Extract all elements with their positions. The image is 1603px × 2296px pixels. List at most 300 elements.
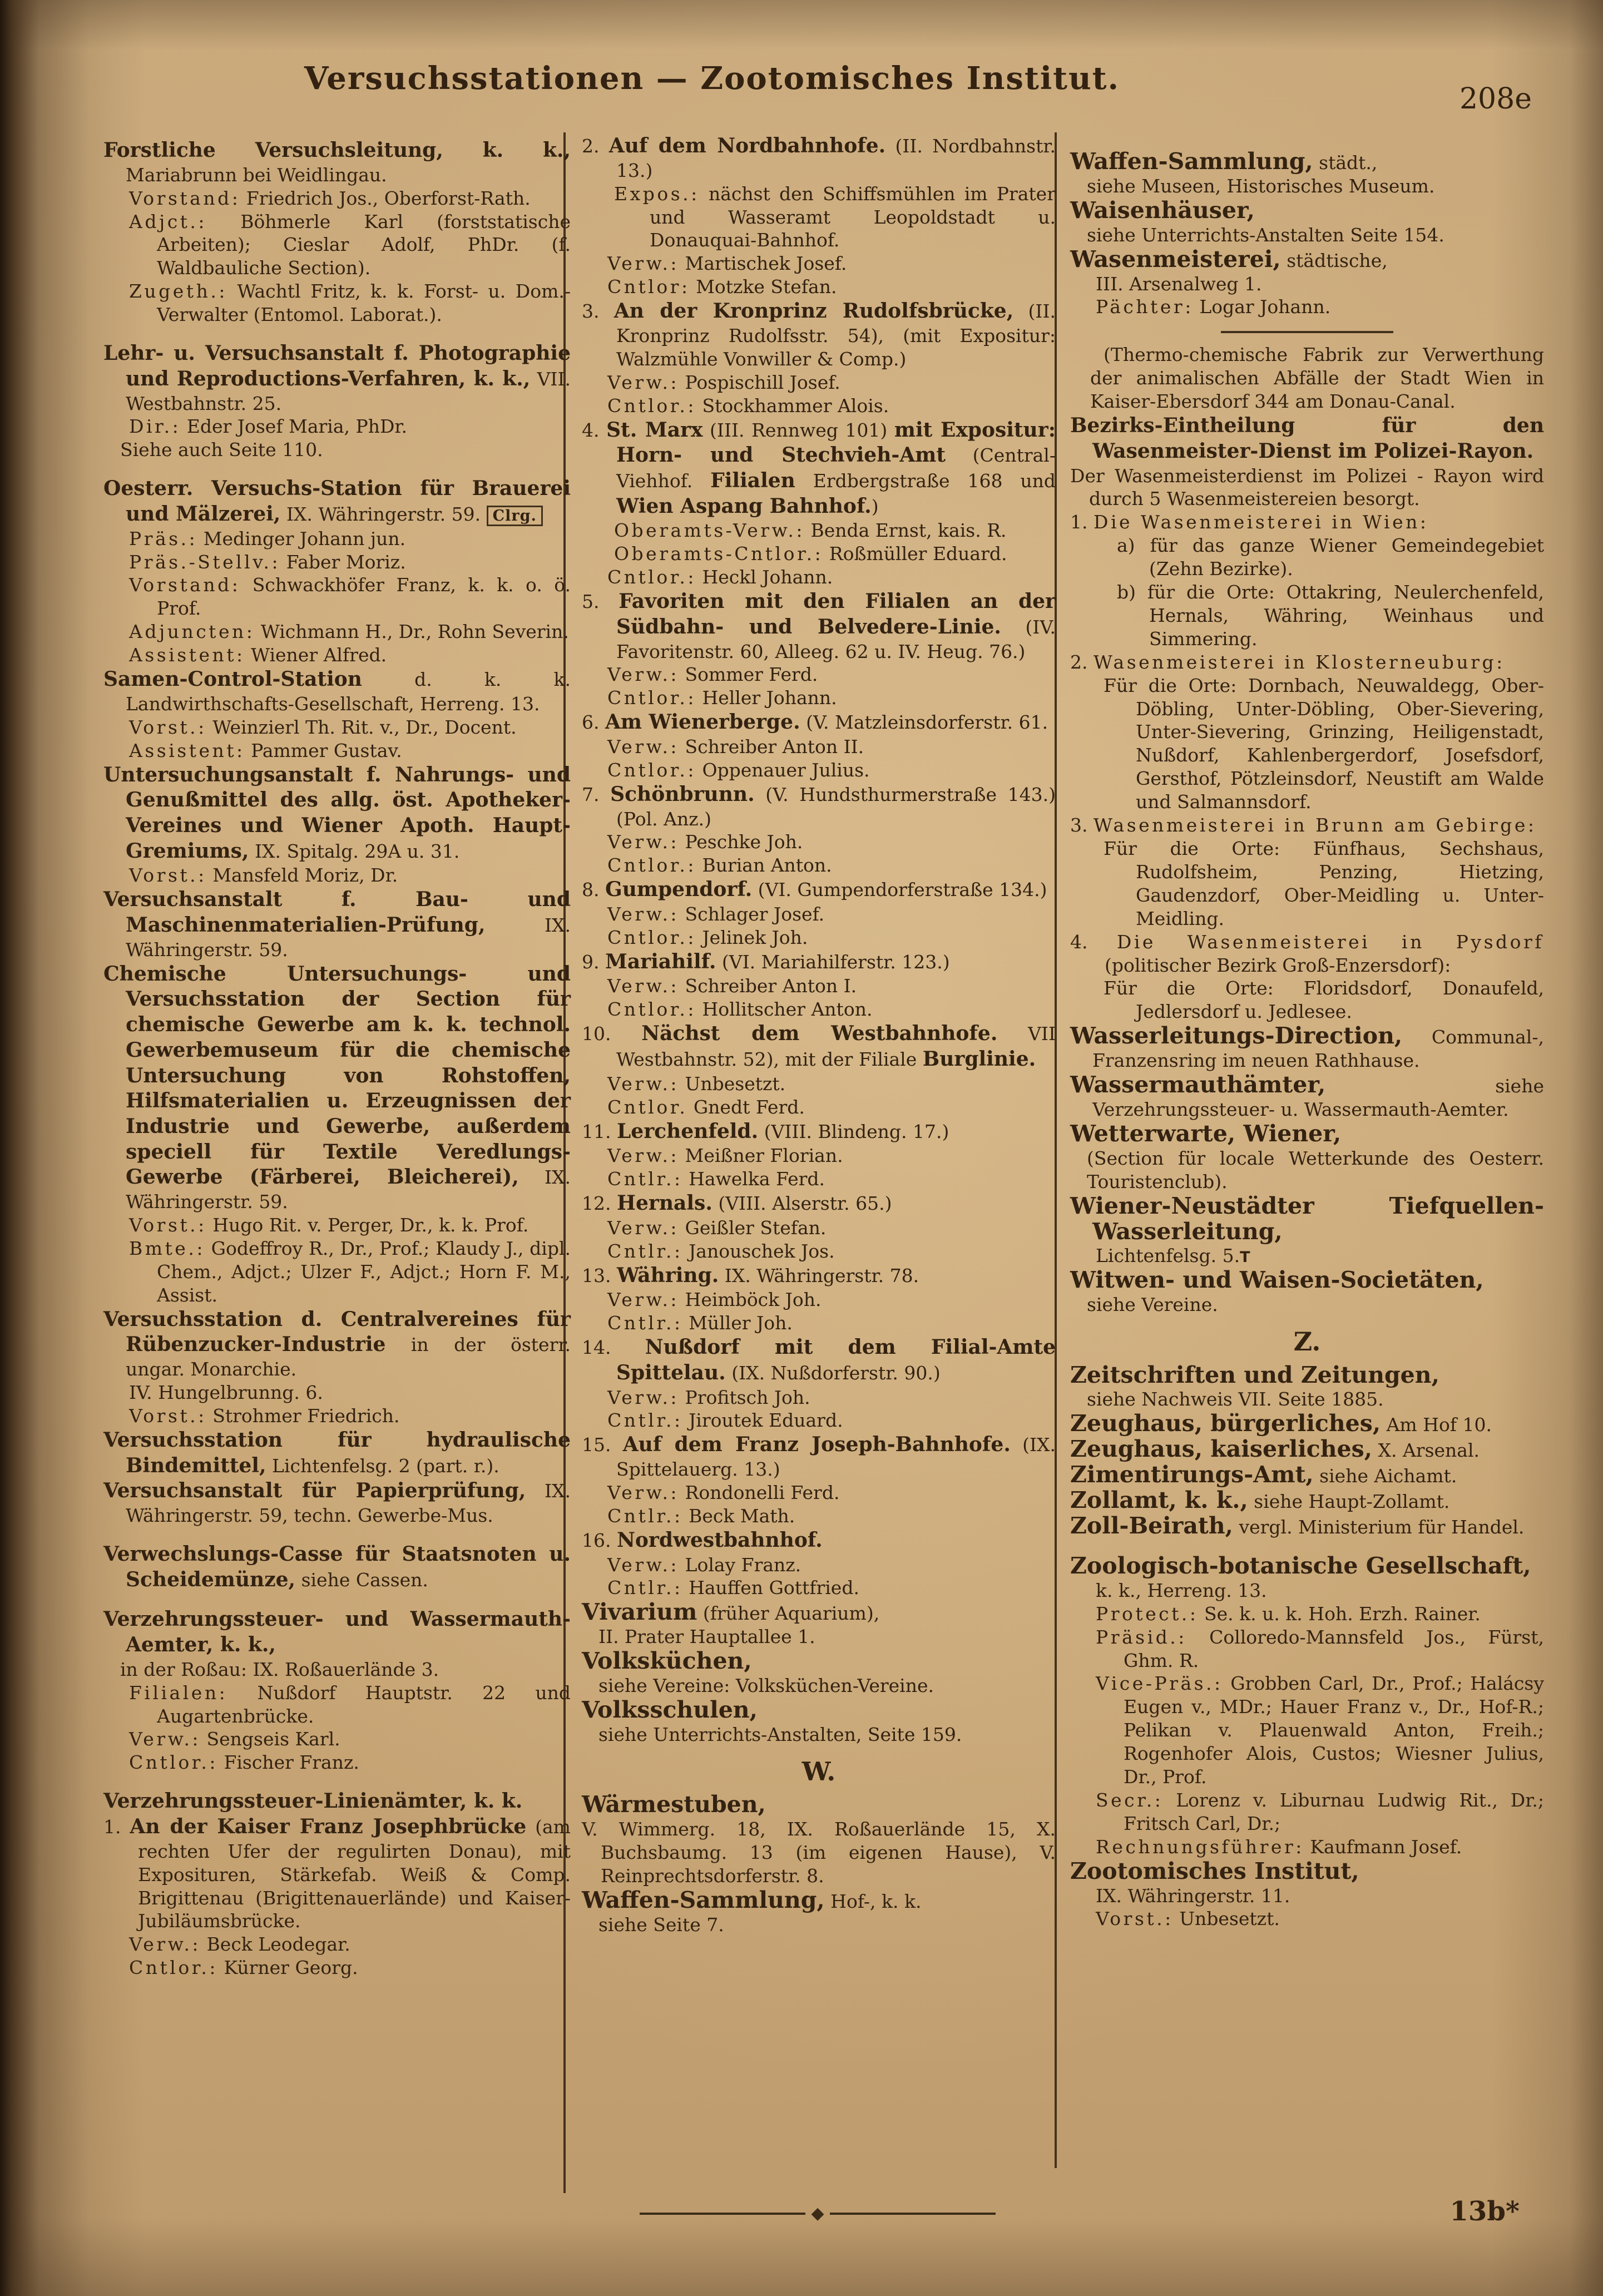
text-segment: T — [1240, 1249, 1250, 1266]
entry-paragraph — [103, 438, 571, 462]
entry-paragraph — [582, 663, 1056, 686]
entry-paragraph — [582, 1505, 1056, 1528]
text-segment: siehe Museen, Historisches Museum. — [1087, 175, 1435, 197]
entry-paragraph — [582, 275, 1056, 299]
entry-paragraph — [582, 1913, 1056, 1937]
text-segment: Cntlor.: — [607, 854, 696, 877]
text-segment: Oberamts-Verw.: — [614, 519, 805, 542]
text-segment: Cntlr.: — [607, 1505, 683, 1527]
entry-paragraph — [582, 903, 1056, 926]
entry-paragraph — [1070, 1859, 1544, 1884]
text-segment: Bezirks-Eintheilung für den Wasenmeister-Dienst im Polizei-Rayon. — [1070, 414, 1544, 463]
text-segment: Erdbergstraße 168 und — [795, 469, 1056, 492]
text-segment: 4. — [1070, 931, 1117, 953]
text-segment: Nußdorf Hauptstr. 22 und Augartenbrücke. — [157, 1681, 571, 1727]
text-segment: Rechnungsführer: — [1096, 1835, 1304, 1858]
text-segment: Auf dem Franz Joseph-Bahnhofe. — [622, 1433, 1011, 1457]
text-segment: Janouschek Jos. — [682, 1240, 835, 1262]
text-segment: Vivarium — [582, 1599, 697, 1626]
text-segment: Hugo Rit. v. Perger, Dr., k. k. Prof. — [206, 1214, 529, 1236]
text-segment: Secr.: — [1096, 1789, 1164, 1811]
text-segment: 2. — [582, 135, 609, 157]
text-segment: Schreiber Anton I. — [679, 975, 857, 997]
text-segment: Unbesetzt. — [1173, 1908, 1280, 1930]
entry-paragraph — [103, 138, 571, 187]
entry-paragraph — [103, 1404, 571, 1428]
entry-paragraph — [1070, 977, 1544, 1023]
text-segment: 13. — [582, 1264, 617, 1286]
entry-paragraph — [1070, 1626, 1544, 1672]
text-segment: VII. Westbahnstr. 25. — [126, 368, 571, 414]
text-segment: Assistent: — [129, 739, 245, 761]
text-segment: Wichmann H., Dr., Rohn Severin. — [255, 621, 569, 643]
ornament-line — [640, 2213, 805, 2215]
text-segment: Verw.: — [607, 1386, 680, 1408]
text-segment: Filialen — [710, 468, 795, 492]
text-segment: in der österr. ungar. Monarchie. — [126, 1334, 571, 1380]
text-segment: Wasenmeisterei in Klosterneuburg: — [1093, 651, 1505, 673]
entry-paragraph — [103, 1542, 571, 1592]
entry-paragraph — [1070, 1884, 1544, 1908]
text-segment: Assistent: — [129, 644, 245, 666]
entry-paragraph — [1070, 1789, 1544, 1835]
text-segment: Verzehrungssteuer- und Wassermauth-Aemter, k. k., — [103, 1607, 571, 1657]
text-segment: 6. — [582, 711, 605, 734]
text-segment: Stockhammer Alois. — [696, 394, 889, 417]
entry-paragraph — [582, 1072, 1056, 1096]
text-segment: siehe Aichamt. — [1313, 1465, 1457, 1487]
entry-paragraph — [103, 763, 571, 864]
text-segment: Verw.: — [607, 253, 680, 275]
text-segment: Lehr- u. Versuchsanstalt f. Photographie und Reproductions-Verfahren, k. k., — [103, 342, 571, 390]
text-segment: siehe Haupt-Zollamt. — [1248, 1491, 1450, 1513]
text-segment: Kaufmann Josef. — [1304, 1835, 1462, 1858]
entry-paragraph — [103, 620, 571, 644]
text-segment: Communal-, Franzensring im neuen Rathhause. — [1092, 1026, 1544, 1072]
text-segment: Adjuncten: — [129, 621, 255, 643]
entry-paragraph — [103, 1237, 571, 1307]
entry-paragraph — [1070, 837, 1544, 931]
entry-paragraph — [582, 1528, 1056, 1553]
text-segment: städt., — [1313, 152, 1378, 174]
text-segment: (V. Hundsthurmerstraße 143.) (Pol. Anz.) — [616, 783, 1056, 830]
text-segment: II. Prater Hauptallee 1. — [598, 1626, 815, 1648]
text-segment: Vorstand: — [129, 574, 241, 596]
entry-paragraph — [582, 299, 1056, 371]
entry-paragraph — [582, 759, 1056, 782]
entry-paragraph — [1070, 534, 1544, 581]
entry-paragraph — [103, 1478, 571, 1527]
text-segment: Zollamt, k. k., — [1070, 1487, 1248, 1514]
text-segment: Zootomisches Institut, — [1070, 1857, 1359, 1884]
text-segment: Verw.: — [607, 1216, 680, 1239]
entry-paragraph — [582, 542, 1056, 566]
text-segment: Cntlr.: — [607, 1240, 683, 1262]
text-segment: Schlager Josef. — [679, 903, 825, 925]
entry-paragraph — [103, 1381, 571, 1404]
entry-paragraph — [582, 418, 1056, 519]
text-segment: Vorst.: — [1096, 1908, 1174, 1930]
text-segment: Nußdorf mit dem Filial-Amte Spittelau. — [616, 1335, 1056, 1384]
text-segment: 7. — [582, 783, 611, 805]
text-segment: IV. Hungelbrunng. 6. — [129, 1382, 323, 1403]
text-segment: Für die Orte: Dornbach, Neuwaldegg, Ober-Döbling, Unter-Döbling, Ober-Sievering, Unter-Sievering, Grinzing, Heiligenstadt, Nußdorf, Kahlenbergerdorf, Josefsdorf, Gersthof, Pötzleinsdorf, Neustift am Walde und Salmannsdorf. — [1104, 674, 1544, 813]
entry-paragraph — [1070, 273, 1544, 296]
entry-paragraph — [103, 341, 571, 415]
entry-paragraph — [1070, 1244, 1544, 1268]
entry-paragraph — [582, 589, 1056, 663]
text-segment: Forstliche Versuchsleitung, k. k., — [103, 138, 571, 162]
text-segment: Godeffroy R., Dr., Prof.; Klaudy J., dipl. Chem., Adjct.; Ulzer F., Adjct.; Horn F. M., Assist. — [157, 1237, 571, 1306]
entry-paragraph — [1070, 1462, 1544, 1488]
text-segment: nächst den Schiffsmühlen im Prater und Wasseramt Leopoldstadt u. Donauquai-Bahnhof. — [650, 182, 1056, 251]
text-segment: Verzehrungssteuer-Linienämter, k. k. — [103, 1789, 523, 1813]
entry-paragraph — [103, 415, 571, 438]
text-segment: Meißner Florian. — [679, 1145, 843, 1167]
entry-paragraph — [1070, 1194, 1544, 1245]
text-segment: Vice-Präs.: — [1096, 1672, 1223, 1695]
entry-paragraph — [1070, 149, 1544, 175]
text-segment: Oppenauer Julius. — [696, 759, 870, 781]
text-segment: Verw.: — [607, 1482, 680, 1503]
entry-paragraph — [582, 1386, 1056, 1409]
entry-paragraph — [103, 1814, 571, 1933]
entry-paragraph — [582, 1600, 1056, 1625]
text-segment: Colloredo-Mannsfeld Jos., Fürst, Ghm. R. — [1124, 1626, 1544, 1671]
text-segment: Pammer Gustav. — [245, 739, 402, 761]
text-segment: Expos.: — [614, 182, 700, 205]
text-segment: Zeughaus, bürgerliches, — [1070, 1410, 1381, 1437]
text-segment: 14. — [582, 1337, 645, 1359]
short-divider-rule — [1221, 331, 1393, 333]
entry-paragraph — [582, 519, 1056, 542]
entry-paragraph — [103, 1658, 571, 1681]
text-segment: Sengseis Karl. — [201, 1728, 340, 1750]
text-segment: Cntlor.: — [607, 687, 696, 709]
entry-paragraph — [582, 1553, 1056, 1577]
text-segment: siehe Cassen. — [295, 1568, 428, 1591]
text-segment: (II. Nordbahnstr. 13.) — [616, 135, 1056, 181]
text-segment: Vorst.: — [129, 1404, 207, 1427]
entry-paragraph — [1070, 175, 1544, 198]
entry-paragraph — [103, 210, 571, 280]
entry-paragraph — [103, 1607, 571, 1657]
paragraph-gap — [103, 1527, 571, 1542]
text-segment: b) — [1117, 581, 1147, 603]
text-segment: Vorst.: — [129, 716, 207, 738]
text-segment: Volksschulen, — [582, 1696, 758, 1723]
entry-paragraph — [1070, 1579, 1544, 1602]
text-segment: Unbesetzt. — [679, 1072, 786, 1095]
text-segment: Am Hof 10. — [1381, 1414, 1492, 1436]
text-segment: Schreiber Anton II. — [679, 735, 864, 758]
entry-paragraph — [103, 1728, 571, 1751]
text-segment: W. — [802, 1756, 836, 1787]
entry-paragraph — [582, 1167, 1056, 1191]
text-segment: Cntlr.: — [607, 1577, 683, 1599]
text-segment: Fischer Franz. — [217, 1751, 359, 1774]
text-segment: Pospischill Josef. — [679, 371, 840, 393]
text-segment: (IX. Nußdorferstr. 90.) — [725, 1362, 941, 1384]
text-segment: (Section für locale Wetterkunde des Oesterr. Touristenclub). — [1087, 1147, 1544, 1192]
entry-paragraph — [103, 962, 571, 1214]
text-segment: Samen-Control-Station — [103, 667, 362, 691]
text-segment: d. k. k. Landwirthschafts-Gesellschaft, Herreng. 13. — [126, 669, 571, 715]
text-segment: Cntlor.: — [607, 926, 696, 948]
entry-paragraph — [103, 1214, 571, 1237]
text-segment: (VI. Mariahilferstr. 123.) — [716, 951, 950, 973]
text-segment: (V. Matzleinsdorferstr. 61. — [800, 711, 1048, 734]
text-segment: IX. Spitalg. 29A u. 31. — [249, 840, 460, 862]
text-segment: Cntlor. — [607, 1096, 688, 1118]
entry-paragraph — [103, 667, 571, 716]
text-segment: Z. — [1293, 1327, 1321, 1357]
text-segment: Vorst.: — [129, 1214, 207, 1236]
text-segment: Heimböck Joh. — [679, 1289, 822, 1311]
entry-paragraph — [582, 394, 1056, 418]
text-segment: siehe Nachweis VII. Seite 1885. — [1087, 1388, 1384, 1411]
text-segment: Grobben Carl, Dr., Prof.; Halácsy Eugen v., MDr.; Hauer Franz v., Dr., Hof-R.; Pelikan v. Plauenwald Anton, Freih.; Rogenhofer Alois, Custos; Wiesner Julius, Dr., Prof. — [1124, 1672, 1544, 1788]
paragraph-gap — [103, 326, 571, 341]
text-segment: siehe Vereine: Volksküchen-Vereine. — [598, 1675, 934, 1697]
text-segment: Verw.: — [607, 831, 680, 853]
text-segment: Wachtl Fritz, k. k. Forst- u. Dom.-Verwalter (Entomol. Laborat.). — [157, 280, 571, 326]
entry-paragraph — [103, 476, 571, 527]
text-segment: Verw.: — [607, 1145, 680, 1167]
entry-paragraph — [103, 573, 571, 620]
entry-paragraph — [1070, 413, 1544, 464]
entry-paragraph — [582, 998, 1056, 1021]
entry-paragraph — [582, 1335, 1056, 1385]
text-segment: Verw.: — [607, 1553, 680, 1576]
text-segment: IX. Währingerstr. 59. — [126, 1166, 571, 1213]
text-segment: 16. — [582, 1529, 617, 1551]
text-segment: Nordwestbahnhof. — [616, 1528, 823, 1552]
text-segment: Waffen-Sammlung, — [582, 1886, 825, 1913]
text-segment: Burglinie. — [922, 1047, 1036, 1071]
text-segment: siehe Unterrichts-Anstalten, Seite 159. — [598, 1723, 962, 1745]
text-segment: (politischer Bezirk Groß-Enzersdorf): — [1105, 954, 1451, 976]
entry-paragraph — [582, 1263, 1056, 1289]
entry-paragraph — [582, 182, 1056, 253]
text-segment: Wasenmeisterei in Brunn am Gebirge: — [1093, 814, 1537, 837]
entry-paragraph — [582, 1312, 1056, 1335]
text-segment: Gnedt Ferd. — [687, 1096, 805, 1118]
entry-paragraph — [103, 887, 571, 961]
text-segment: Präs.-Stellv.: — [129, 551, 281, 573]
entry-paragraph — [582, 1481, 1056, 1505]
text-segment: (III. Rennweg 101) — [702, 419, 894, 441]
text-segment: Hernals. — [616, 1191, 713, 1215]
text-segment: Se. k. u. k. Hoh. Erzh. Rainer. — [1198, 1602, 1481, 1625]
text-segment: Zeughaus, kaiserliches, — [1070, 1436, 1372, 1463]
text-segment: 5. — [582, 591, 619, 613]
text-segment: Witwen- und Waisen-Societäten, — [1070, 1266, 1484, 1294]
text-segment: Bmte.: — [129, 1237, 205, 1259]
text-segment: mit Expositur: Horn- und Stechvieh-Amt — [616, 418, 1056, 467]
entry-paragraph — [582, 133, 1056, 182]
text-segment: Für die Orte: Fünfhaus, Sechshaus, Rudolfsheim, Penzing, Hietzing, Gaudenzdorf, Ober-Meidling u. Unter-Meidling. — [1104, 838, 1544, 929]
text-segment: Zimentirungs-Amt, — [1070, 1461, 1314, 1488]
text-segment: Medinger Johann jun. — [197, 527, 406, 550]
entry-paragraph — [1070, 814, 1544, 837]
entry-paragraph — [1070, 1293, 1544, 1317]
entry-paragraph — [582, 252, 1056, 275]
entry-paragraph — [103, 716, 571, 739]
text-segment: Jelinek Joh. — [696, 926, 808, 948]
entry-paragraph — [582, 926, 1056, 949]
text-segment: Lolay Franz. — [679, 1553, 802, 1576]
entry-paragraph — [1070, 1268, 1544, 1293]
text-segment: 10. — [582, 1023, 642, 1045]
entry-paragraph — [582, 1888, 1056, 1913]
text-segment: siehe Verzehrungssteuer- u. Wassermauth-Aemter. — [1092, 1075, 1544, 1120]
text-segment: Verwechslungs-Casse für Staatsnoten u. Scheidemünze, — [103, 1542, 571, 1591]
entry-paragraph — [103, 280, 571, 326]
text-segment: Hauffen Gottfried. — [682, 1577, 859, 1599]
entry-paragraph — [582, 1096, 1056, 1119]
entry-paragraph — [1070, 1513, 1544, 1539]
entry-paragraph — [103, 739, 571, 763]
entry-paragraph — [1070, 464, 1544, 511]
entry-paragraph — [1070, 198, 1544, 224]
entry-paragraph — [582, 1625, 1056, 1649]
text-segment: Siehe auch Seite 110. — [120, 439, 323, 461]
text-segment: 15. — [582, 1434, 623, 1456]
text-segment: Geißler Stefan. — [679, 1216, 827, 1239]
text-segment: Oberamts-Cntlor.: — [614, 543, 824, 565]
text-segment: Zugeth.: — [129, 280, 227, 303]
paragraph-gap — [103, 1774, 571, 1789]
text-segment: Waffen-Sammlung, — [1070, 148, 1313, 175]
text-segment: 1. — [1070, 511, 1094, 533]
text-segment: Mariahilf. — [605, 949, 716, 973]
text-segment: Vorst.: — [129, 864, 207, 887]
entry-paragraph — [1070, 1388, 1544, 1411]
text-segment: Pächter: — [1096, 296, 1194, 318]
text-segment: Mansfeld Moriz, Dr. — [206, 864, 398, 887]
text-segment: Versuchsstation d. Centralvereines für Rübenzucker-Industrie — [103, 1307, 571, 1357]
paragraph-gap — [103, 1592, 571, 1607]
text-segment: Für die Orte: Floridsdorf, Donaufeld, Jedlersdorf u. Jedlesee. — [1104, 977, 1544, 1023]
text-segment: (früher Aquarium), — [697, 1602, 880, 1625]
text-segment: X. Arsenal. — [1372, 1439, 1480, 1462]
text-segment: Cntlor.: — [129, 1957, 218, 1979]
text-segment: Mariabrunn bei Weidlingau. — [126, 164, 387, 186]
text-segment: (IX. Spittelauerg. 13.) — [616, 1434, 1056, 1481]
text-segment: Die Wasenmeisterei in Pysdorf — [1116, 931, 1544, 953]
text-segment: Wasenmeisterei, — [1070, 245, 1281, 273]
entry-paragraph — [582, 974, 1056, 998]
text-segment: (IV. Favoritenstr. 60, Alleeg. 62 u. IV. Heug. 76.) — [616, 616, 1056, 662]
entry-paragraph — [1070, 1411, 1544, 1437]
text-segment: Kürner Georg. — [217, 1957, 358, 1979]
text-segment: Wassermauthämter, — [1070, 1071, 1326, 1098]
entry-paragraph — [103, 551, 571, 574]
text-segment: Volksküchen, — [582, 1647, 752, 1675]
text-segment: IX. Währingerstr. 11. — [1096, 1884, 1290, 1907]
text-segment: Wetterwarte, Wiener, — [1070, 1120, 1342, 1147]
text-segment: Verw.: — [607, 735, 680, 758]
text-segment: siehe Vereine. — [1087, 1294, 1218, 1316]
entry-paragraph — [582, 830, 1056, 854]
entry-paragraph — [582, 1576, 1056, 1600]
text-segment: für die Orte: Ottakring, Neulerchenfeld, Hernals, Währing, Weinhaus und Simmering. — [1147, 581, 1544, 650]
entry-paragraph — [582, 1698, 1056, 1723]
entry-paragraph — [1070, 1602, 1544, 1626]
entry-paragraph — [582, 1191, 1056, 1216]
text-segment: 3. — [1070, 814, 1094, 837]
text-segment: IX. Währingerstr. 59. — [126, 914, 571, 961]
text-segment: IX. Währingerstr. 59, techn. Gewerbe-Mus. — [126, 1480, 571, 1526]
text-segment: Lorenz v. Liburnau Ludwig Rit., Dr.; Fritsch Carl, Dr.; — [1124, 1789, 1544, 1834]
entry-paragraph — [103, 527, 571, 551]
entry-paragraph — [1070, 511, 1544, 534]
text-segment: Oesterr. Versuchs-Station für Brauerei und Mälzerei, — [103, 477, 571, 526]
text-segment: Jiroutek Eduard. — [682, 1409, 843, 1432]
entry-paragraph — [1070, 1363, 1544, 1388]
entry-paragraph — [103, 1956, 571, 1980]
text-segment: Am Wienerberge. — [605, 710, 800, 734]
signature-mark: 13b* — [1449, 2196, 1520, 2227]
text-segment: Rondonelli Ferd. — [679, 1482, 840, 1503]
entry-paragraph — [1070, 343, 1544, 413]
text-segment: k. k., Herreng. 13. — [1096, 1579, 1267, 1601]
entry-paragraph — [1070, 1072, 1544, 1121]
text-segment: V. Wimmerg. 18, IX. Roßauerlände 15, X. Buchsbaumg. 13 (im eigenen Hause), V. Reinprechtsdorferstr. 8. — [582, 1818, 1056, 1887]
entry-paragraph — [582, 1288, 1056, 1312]
section-letter — [582, 1746, 1056, 1792]
entry-paragraph — [1070, 1835, 1544, 1859]
text-segment: Auf dem Nordbahnhofe. — [608, 134, 886, 157]
text-segment: siehe Unterrichts-Anstalten Seite 154. — [1087, 224, 1444, 246]
text-segment: Wärmestuben, — [582, 1791, 766, 1818]
entry-paragraph — [103, 1681, 571, 1728]
text-segment: städtische, — [1280, 249, 1388, 271]
text-segment: Schönbrunn. — [610, 782, 755, 806]
entry-paragraph — [582, 1649, 1056, 1674]
text-segment: Cntlor: — [607, 276, 690, 298]
entry-paragraph — [1070, 1437, 1544, 1462]
text-segment: Untersuchungsanstalt f. Nahrungs- und Genußmittel des allg. öst. Apotheker-Vereines und Wiener Apoth. Haupt-Gremiums, — [103, 763, 571, 863]
text-segment: Waisenhäuser, — [1070, 196, 1255, 224]
entry-paragraph — [582, 949, 1056, 975]
entry-paragraph — [582, 1792, 1056, 1818]
entry-paragraph — [582, 1409, 1056, 1432]
text-segment: Vorstand: — [129, 187, 241, 209]
text-segment: An der Kronprinz Rudolfsbrücke, — [614, 299, 1014, 323]
text-segment: 12. — [582, 1192, 617, 1215]
entry-paragraph — [1070, 1672, 1544, 1789]
page-number: 208e — [1459, 82, 1532, 116]
text-segment: Filialen: — [129, 1681, 228, 1704]
text-segment: Chemische Untersuchungs- und Versuchsstation der Section für chemische Gewerbe am k. k. technol. Gewerbemuseum für die chemische Untersuchung von Rohstoffen, Hilfsmaterialien u. Erzeugnissen der Industrie und Gewerbe, außerdem speciell für Textile Veredlungs-Gewerbe (Färberei, Bleicherei), — [103, 962, 571, 1189]
text-segment: Benda Ernst, kais. R. — [804, 519, 1007, 542]
text-segment: Cntlor.: — [607, 759, 696, 781]
text-segment: 8. — [582, 879, 605, 901]
entry-paragraph — [1070, 1121, 1544, 1147]
entry-paragraph — [582, 1119, 1056, 1145]
entry-paragraph — [1070, 1488, 1544, 1513]
text-segment: Logar Johann. — [1193, 296, 1331, 318]
text-segment: Cntlr.: — [607, 1312, 683, 1334]
entry-paragraph — [582, 566, 1056, 589]
ornament-line — [830, 2213, 996, 2215]
text-segment: Cntlr.: — [607, 1409, 683, 1432]
text-segment: Nächst dem Westbahnhofe. — [641, 1022, 998, 1046]
text-segment: 11. — [582, 1120, 617, 1142]
text-segment: Verw.: — [607, 371, 680, 393]
